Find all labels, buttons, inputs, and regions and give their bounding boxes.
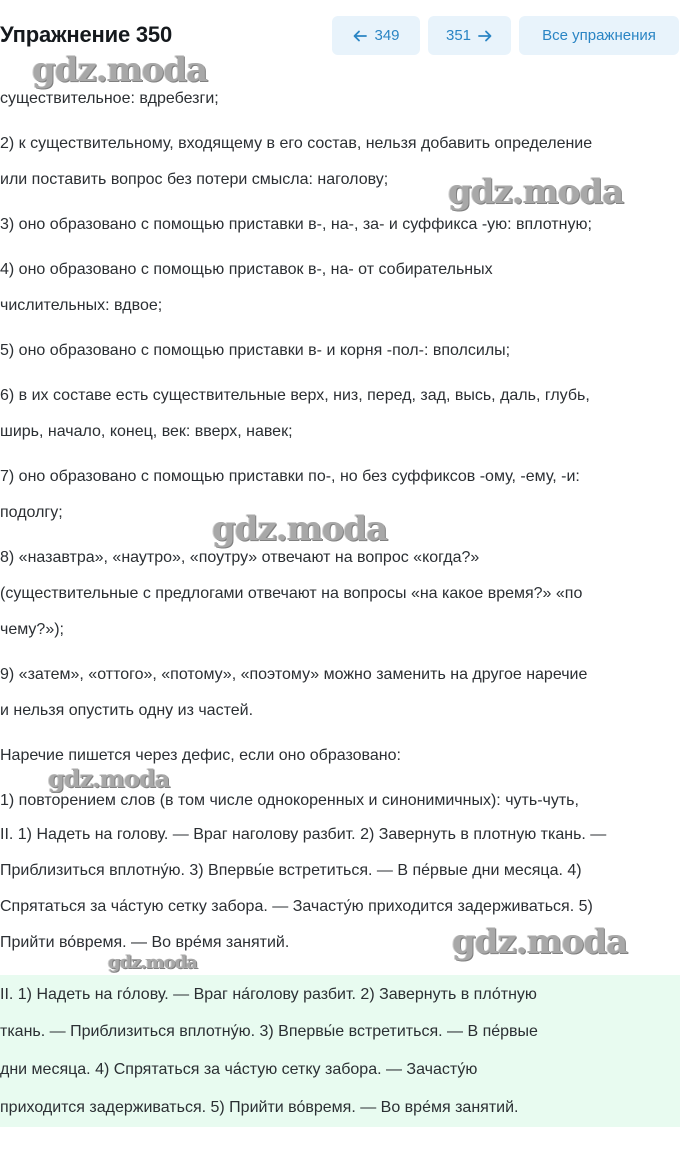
- page-title: Упражнение 350: [0, 22, 172, 47]
- text-line: 9) «затем», «оттого», «потому», «поэтому» можно заменить на другое наречие: [0, 666, 588, 683]
- watermark-logo: gdz.moda: [48, 764, 170, 793]
- answer-highlight-block: [0, 975, 680, 1127]
- text-line: Прийти во́время. — Во вре́мя занятий.: [0, 934, 290, 951]
- prev-exercise-button[interactable]: [332, 16, 420, 55]
- text-line: 8) «назавтра», «наутро», «поутру» отвечают на вопрос «когда?»: [0, 549, 480, 566]
- text-line: Спрятаться за ча́стую сетку забора. — Зачасту́ю приходится задерживаться. 5): [0, 898, 593, 915]
- text-line: (существительные с предлогами отвечают на вопросы «на какое время?» «по: [0, 585, 583, 602]
- next-exercise-button[interactable]: [428, 16, 511, 55]
- text-line: числительных: вдвое;: [0, 297, 163, 314]
- watermark-logo: gdz.moda: [448, 172, 624, 212]
- text-line: Наречие пишется через дефис, если оно образовано:: [0, 747, 401, 764]
- text-line: II. 1) Надеть на голову. — Враг наголову разбит. 2) Завернуть в плотную ткань. —: [0, 826, 607, 843]
- arrow-left-icon: [352, 28, 368, 44]
- answer-line: ткань. — Приблизиться вплотну́ю. 3) Впервы́е встретиться. — В пе́рвые: [0, 1023, 538, 1040]
- answer-line: дни месяца. 4) Спрятаться за ча́стую сетку забора. — Зачасту́ю: [0, 1061, 478, 1078]
- answer-line: II. 1) Надеть на го́лову. — Враг на́голову разбит. 2) Завернуть в пло́тную: [0, 986, 537, 1003]
- watermark-logo: gdz.moda: [32, 50, 208, 90]
- text-line: и нельзя опустить одну из частей.: [0, 702, 254, 719]
- text-line: 5) оно образовано с помощью приставки в- и корня -пол-: вполсилы;: [0, 342, 511, 359]
- text-line: 6) в их составе есть существительные верх, низ, перед, зад, высь, даль, глубь,: [0, 387, 590, 404]
- text-line: 2) к существительному, входящему в его состав, нельзя добавить определение: [0, 135, 593, 152]
- all-exercises-button[interactable]: Все упражнения: [519, 16, 679, 55]
- text-line: 4) оно образовано с помощью приставок в-, на- от собирательных: [0, 261, 493, 278]
- prev-exercise-label: 349: [374, 27, 400, 44]
- text-line: существительное: вдребезги;: [0, 90, 219, 107]
- text-line: подолгу;: [0, 504, 63, 521]
- watermark-logo: gdz.moda: [212, 509, 388, 549]
- text-line: Приблизиться вплотну́ю. 3) Впервы́е встретиться. — В пе́рвые дни месяца. 4): [0, 862, 582, 879]
- text-line: 3) оно образовано с помощью приставки в-, на-, за- и суффикса -ую: вплотную;: [0, 216, 592, 233]
- watermark-logo: gdz.moda: [452, 922, 628, 962]
- text-line: 7) оно образовано с помощью приставки по-, но без суффиксов -ому, -ему, -и:: [0, 468, 580, 485]
- text-line: или поставить вопрос без потери смысла: наголову;: [0, 171, 389, 188]
- text-line: чему?»);: [0, 621, 64, 638]
- text-line: ширь, начало, конец, век: вверх, навек;: [0, 423, 293, 440]
- text-line: 1) повторением слов (в том числе однокоренных и синонимичных): чуть-чуть,: [0, 792, 579, 809]
- answer-line: приходится задерживаться. 5) Прийти во́время. — Во вре́мя занятий.: [0, 1099, 519, 1116]
- watermark-logo: gdz.moda: [108, 952, 197, 973]
- next-exercise-label: 351: [445, 27, 472, 44]
- arrow-right-icon: [477, 28, 493, 44]
